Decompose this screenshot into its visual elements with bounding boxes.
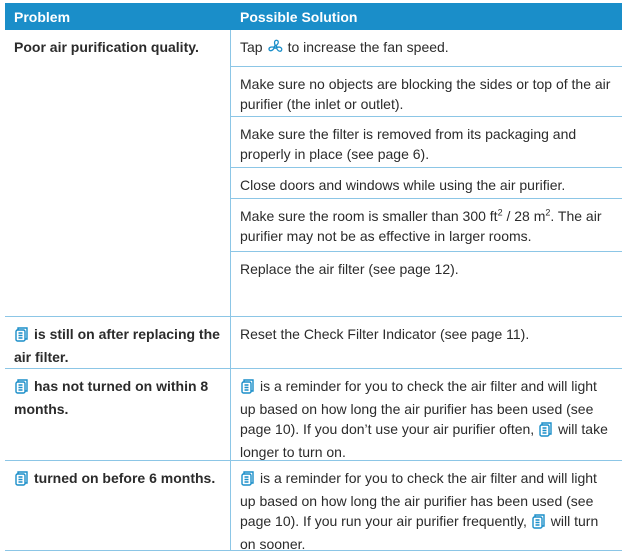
fan-icon [267, 39, 284, 60]
superscript: 2 [497, 207, 503, 218]
superscript: 2 [545, 207, 551, 218]
header-solution: Possible Solution [240, 8, 358, 25]
filter-indicator-icon [14, 471, 29, 491]
filter-indicator-icon [538, 422, 553, 442]
solution-text: is a reminder for you to check the air filter and will light up based on how long the air purifier has been used (see page 10). If you don’t use your air purifier often, [240, 378, 597, 437]
table-header [5, 3, 622, 30]
problem-text: has not turned on within 8 months. [14, 378, 209, 417]
solution-cell [231, 30, 622, 316]
solution-cell [231, 461, 622, 550]
filter-indicator-icon [14, 379, 29, 399]
problem-cell [5, 317, 231, 368]
table-row [5, 461, 622, 551]
solution-text: . The air purifier may not be as effective in larger rooms. [240, 208, 602, 244]
solution-text: will turn on sooner. [240, 513, 599, 552]
solution-text: Tap [240, 39, 263, 55]
solution-item: Make sure the filter is removed from its packaging and properly in place (see page 6). [231, 117, 622, 168]
solution-item: Make sure no objects are blocking the sides or top of the air purifier (the inlet or outlet). [231, 67, 622, 117]
solution-text: will take longer to turn on. [240, 421, 608, 460]
solution-item [231, 199, 622, 252]
solution-text: Make sure the room is smaller than 300 ft [240, 208, 498, 224]
filter-indicator-icon [531, 514, 546, 534]
solution-text: / 28 m [502, 208, 546, 224]
problem-cell: Poor air purification quality. [5, 30, 231, 316]
table-row [5, 317, 622, 369]
problem-text: is still on after replacing the air filter. [14, 326, 220, 365]
solution-cell [231, 369, 622, 460]
table-row [5, 30, 622, 317]
filter-indicator-icon [14, 327, 29, 347]
filter-indicator-icon [240, 379, 255, 399]
troubleshooting-table [5, 3, 622, 551]
solution-text: is a reminder for you to check the air filter and will light up based on how long the air purifier has been used (see page 10). If you run your air purifier frequently, [240, 470, 597, 529]
filter-indicator-icon [240, 471, 255, 491]
problem-text: turned on before 6 months. [34, 470, 216, 486]
solution-item: Close doors and windows while using the air purifier. [231, 168, 622, 199]
problem-cell [5, 369, 231, 460]
solution-text: to increase the fan speed. [287, 39, 449, 55]
header-problem: Problem [14, 8, 71, 25]
table-row [5, 369, 622, 461]
solution-item [231, 30, 622, 67]
solution-item: Replace the air filter (see page 12). [240, 261, 459, 277]
solution-cell: Reset the Check Filter Indicator (see page 11). [240, 326, 530, 342]
problem-cell [5, 461, 231, 550]
